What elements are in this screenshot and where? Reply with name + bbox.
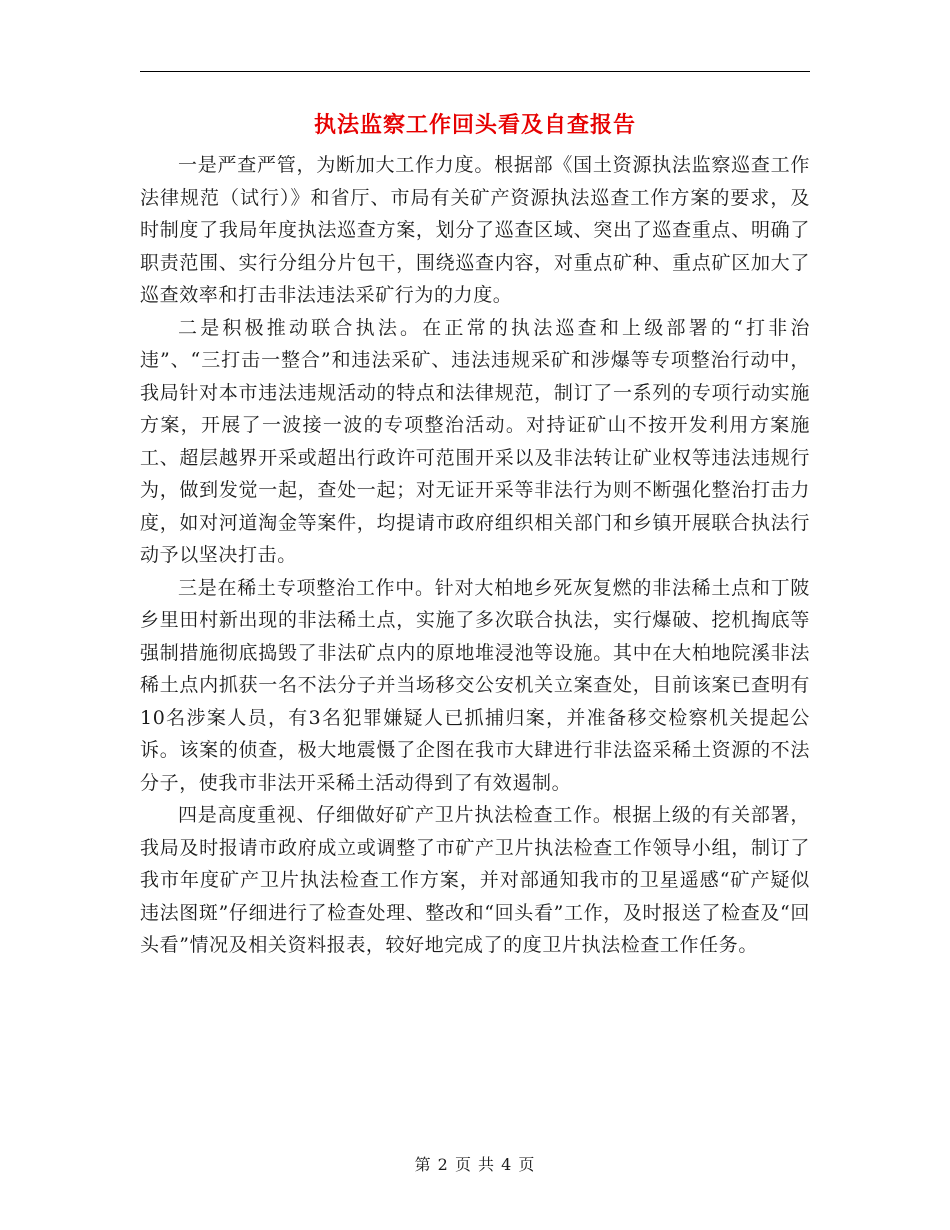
document-title: 执法监察工作回头看及自查报告 (313, 112, 636, 138)
paragraph-3: 三是在稀土专项整治工作中。针对大柏地乡死灰复燃的非法稀土点和丁陂乡里田村新出现的非法稀土点，实施了多次联合执法，实行爆破、挖机掏底等强制措施彻底捣毁了非法矿点内的原地堆浸池等设施。其中在大柏地院溪非法稀土点内抓获一名不法分子并当场移交公安机关立案查处，目前该案已查明有10名涉案人员，有3名犯罪嫌疑人已抓捕归案，并准备移交检察机关提起公诉。该案的侦查，极大地震慑了企图在我市大肆进行非法盗采稀土资源的不法分子，使我市非法开采稀土活动得到了有效遏制。 (140, 576, 810, 794)
paragraph-2: 二是积极推动联合执法。在正常的执法巡查和上级部署的“打非治违”、“三打击一整合”和违法采矿、违法违规采矿和涉爆等专项整治行动中，我局针对本市违法违规活动的特点和法律规范，制订了一系列的专项行动实施方案，开展了一波接一波的专项整治活动。对持证矿山不按开发利用方案施工、超层越界开采或超出行政许可范围开采以及非法转让矿业权等违法违规行为，做到发觉一起，查处一起；对无证开采等非法行为则不断强化整治打击力度，如对河道淘金等案件，均提请市政府组织相关部门和乡镇开展联合执法行动予以坚决打击。 (140, 316, 810, 566)
document-body (140, 149, 810, 962)
paragraph-4: 四是高度重视、仔细做好矿产卫片执法检查工作。根据上级的有关部署，我局及时报请市政府成立或调整了市矿产卫片执法检查工作领导小组，制订了我市年度矿产卫片执法检查工作方案，并对部通知我市的卫星遥感“矿产疑似违法图斑”仔细进行了检查处理、整改和“回头看”工作，及时报送了检查及“回头看”情况及相关资料报表，较好地完成了的度卫片执法检查工作任务。 (140, 804, 810, 956)
paragraph-1: 一是严查严管，为断加大工作力度。根据部《国土资源执法监察巡查工作法律规范（试行）》和省厅、市局有关矿产资源执法巡查工作方案的要求，及时制度了我局年度执法巡查方案，划分了巡查区域、突出了巡查重点、明确了职责范围、实行分组分片包干，围绕巡查内容，对重点矿种、重点矿区加大了巡查效率和打击非法违法采矿行为的力度。 (140, 154, 810, 306)
page-number-footer: 第 2 页 共 4 页 (414, 1155, 536, 1174)
header-rule (140, 71, 810, 72)
